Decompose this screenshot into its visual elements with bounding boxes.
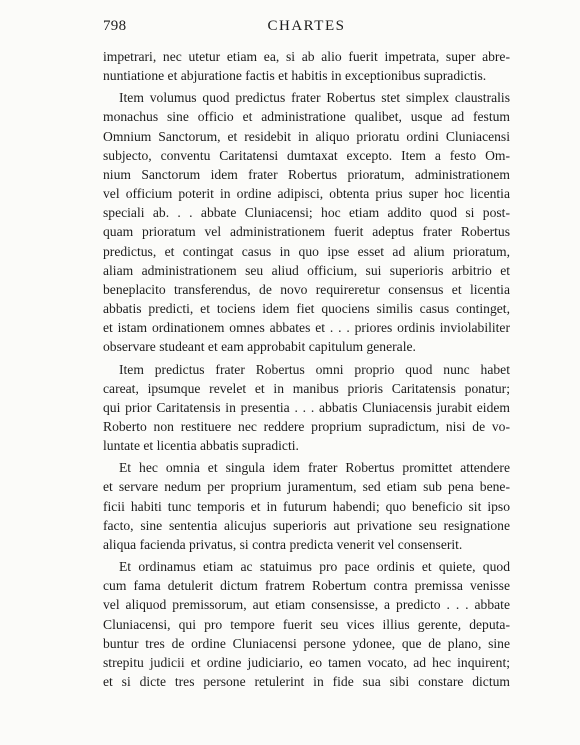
text-line: et istam ordinationem omnes abbates et . . . priores ordinis inviolabiliter xyxy=(103,320,510,336)
text-line: strepitu judicii et ordine judiciario, eo tamen vocato, ad hec inquirent; xyxy=(103,654,510,670)
text-line: monachus sine officio et administratione qualibet, usque ad festum xyxy=(103,109,510,125)
page-header xyxy=(103,18,510,42)
running-title: CHARTES xyxy=(267,18,346,34)
text-line: Roberto non restituere nec reddere proprium supradictum, nisi de vo- xyxy=(103,418,510,434)
text-line: et si dicte tres persone retulerint in fide sua sibi constare dictum xyxy=(103,674,510,689)
text-line: beneplacito transferendus, de novo requireretur consensus et licentia xyxy=(103,281,510,297)
text-line: buntur tres de ordine Cluniacensi persone ydonee, que de plano, sine xyxy=(103,635,510,651)
text-line: cum fama detulerit dictum fratrem Robertum contra premissa venisse xyxy=(103,578,510,594)
paragraph xyxy=(103,88,510,356)
text-line: impetrari, nec utetur etiam ea, si ab alio fuerit impetrata, super abre- xyxy=(103,49,510,64)
text-line: Item predictus frater Robertus omni proprio quod nunc habet xyxy=(119,361,510,377)
text-line: Item volumus quod predictus frater Robertus stet simplex claustralis xyxy=(119,90,510,106)
paragraph xyxy=(103,360,510,456)
text-line: subjecto, conventu Caritatensi dumtaxat excepto. Item a festo Om- xyxy=(103,147,510,163)
text-line: facto, sine sententia alicujus superioris aut privatione seu resignatione xyxy=(103,517,510,533)
text-line: vel officium poterit in ordine adipisci, obtenta prius super hoc licentia xyxy=(103,186,510,202)
text-line: ficii habiti tunc temporis et in futurum habendi; quo beneficio sit ipso xyxy=(103,498,510,514)
text-line: aliqua facienda privatus, si contra predicta venerit vel consenserit. xyxy=(103,536,463,552)
text-line: quam prioratum vel administrationem fuerit adeptus frater Robertus xyxy=(103,224,510,240)
text-line: predictus, et contingat casus in quo ipse esset ad alium prioratum, xyxy=(103,243,510,259)
text-line: qui prior Caritatensis in presentia . . . abbatis Cluniacensis jurabit eidem xyxy=(103,399,510,415)
text-line: nium Sanctorum idem frater Robertus prioratum, administrationem xyxy=(103,166,510,182)
paragraph xyxy=(103,458,510,554)
text-line: vel aliquod premissorum, aut etiam consensisse, a predicto . . . abbate xyxy=(103,597,510,613)
text-line: observare studeant et eam approbabit capitulum generale. xyxy=(103,339,416,355)
text-line: nuntiatione et abjuratione factis et habitis in exceptionibus supradictis. xyxy=(103,68,487,84)
text-line: Omnium Sanctorum, et residebit in aliquo prioratu ordini Cluniacensi xyxy=(103,128,510,144)
text-line: speciali ab. . . abbate Cluniacensi; hoc etiam addito quod si post- xyxy=(103,205,510,221)
text-line: et servare nedum per proprium juramentum, sed etiam sub pena bene- xyxy=(103,479,510,495)
text-line: abbatis predicti, et tociens idem fiet quociens similis casus continget, xyxy=(103,301,510,317)
paragraph xyxy=(103,47,510,85)
text-line: luntate et licentia abbatis supradicti. xyxy=(103,438,299,454)
text-line: careat, ipsumque revelet et in manibus prioris Caritatensis ponatur; xyxy=(103,380,510,396)
text-line: Et hec omnia et singula idem frater Robertus promittet attendere xyxy=(119,460,510,476)
paragraph xyxy=(103,557,510,691)
document-body xyxy=(103,47,510,691)
text-line: Cluniacensi, qui pro tempore fuerit seu vices illius gerente, deputa- xyxy=(103,616,510,632)
text-line: Et ordinamus etiam ac statuimus pro pace ordinis et quiete, quod xyxy=(119,559,510,575)
page-number: 798 xyxy=(103,18,127,34)
text-line: aliam administrationem seu aliud officium, sui superioris arbitrio et xyxy=(103,262,510,278)
